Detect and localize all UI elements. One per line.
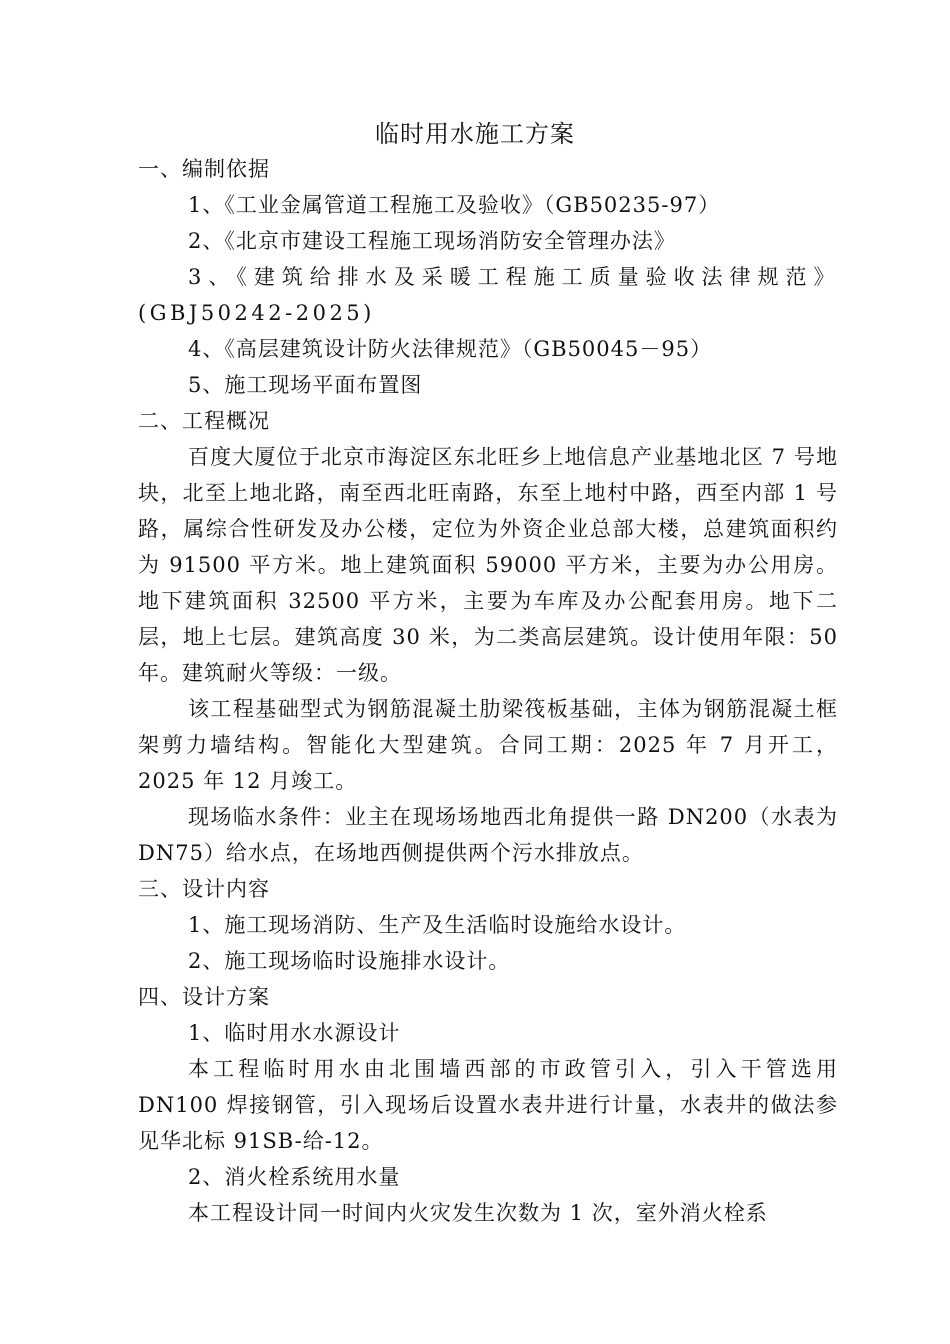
overview-paragraph-3: 现场临水条件：业主在现场场地西北角提供一路 DN200（水表为 DN75）给水点，在场地西侧提供两个污水排放点。	[138, 805, 838, 865]
overview-paragraph-1: 百度大厦位于北京市海淀区东北旺乡上地信息产业基地北区 7 号地块，北至上地北路，南至西北旺南路，东至上地村中路，西至内部 1 号路，属综合性研发及办公楼，定位为外资企业总部大楼，总建筑面积约为 91500 平方米。地上建筑面积 59000 平方米，主要为办公用房。地下建筑面积 32500 平方米，主要为车库及办公配套用房。地下二层，地上七层。建筑高度 30 米，为二类高层建筑。设计使用年限：50 年。建筑耐火等级：一级。	[138, 445, 838, 685]
design-plan-paragraph-1: 本工程临时用水由北围墙西部的市政管引入，引入干管选用 DN100 焊接钢管，引入现场后设置水表井进行计量，水表井的做法参见华北标 91SB-给-12。	[138, 1057, 838, 1153]
document-title: 临时用水施工方案	[375, 120, 575, 148]
section-heading-design-content: 三、设计内容	[138, 877, 270, 901]
section-heading-design-plan: 四、设计方案	[138, 985, 270, 1009]
design-content-item-1: 1、施工现场消防、生产及生活临时设施给水设计。	[188, 913, 687, 937]
section-heading-overview: 二、工程概况	[138, 409, 270, 433]
section-heading-basis: 一、编制依据	[138, 157, 270, 181]
basis-item-3: 3、《建筑给排水及采暖工程施工质量验收法律规范》(GBJ50242-2025)	[138, 265, 838, 325]
design-plan-paragraph-2: 本工程设计同一时间内火灾发生次数为 1 次，室外消火栓系	[188, 1201, 768, 1225]
basis-item-1: 1、《工业金属管道工程施工及验收》（GB50235-97）	[188, 193, 721, 217]
document-body	[138, 151, 838, 1231]
basis-item-5: 5、施工现场平面布置图	[188, 373, 423, 397]
basis-item-4: 4、《高层建筑设计防火法律规范》（GB50045－95）	[188, 337, 713, 361]
design-plan-subheading-2: 2、消火栓系统用水量	[188, 1165, 401, 1189]
design-plan-subheading-1: 1、临时用水水源设计	[188, 1021, 401, 1045]
overview-paragraph-2: 该工程基础型式为钢筋混凝土肋梁筏板基础，主体为钢筋混凝土框架剪力墙结构。智能化大型建筑。合同工期：2025 年 7 月开工，2025 年 12 月竣工。	[138, 697, 838, 793]
basis-item-2: 2、《北京市建设工程施工现场消防安全管理办法》	[188, 229, 676, 253]
design-content-item-2: 2、施工现场临时设施排水设计。	[188, 949, 511, 973]
